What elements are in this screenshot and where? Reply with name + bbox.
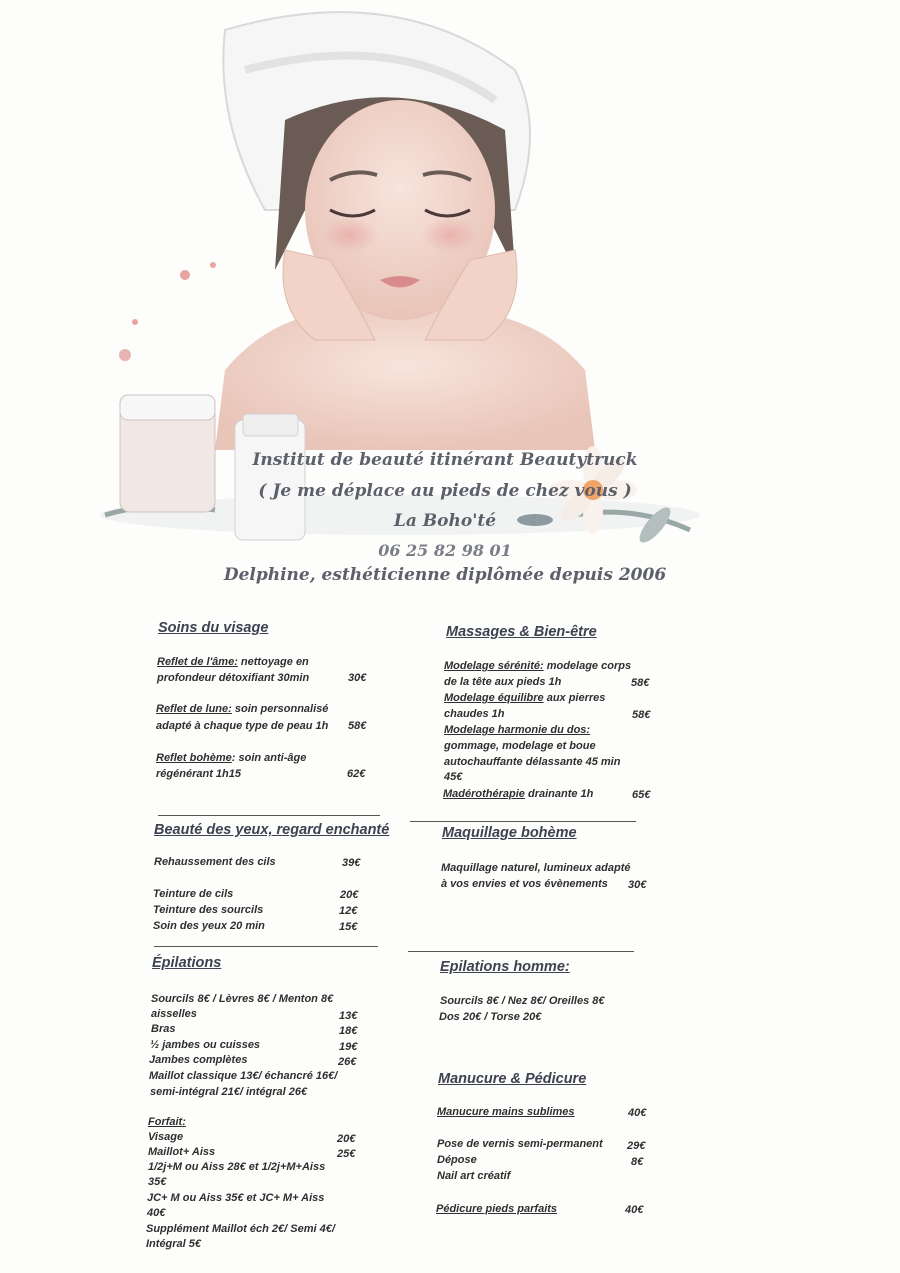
menu-item: Reflet bohème: soin anti-âge (156, 752, 307, 764)
divider (158, 815, 380, 816)
menu-item-desc: adapté à chaque type de peau 1h (156, 720, 329, 732)
menu-price: 29€ (627, 1140, 646, 1152)
menu-price: 18€ (339, 1025, 358, 1037)
menu-item: 1/2j+M ou Aiss 28€ et 1/2j+M+Aiss (148, 1161, 326, 1173)
menu-item: Soin des yeux 20 min (153, 920, 265, 932)
menu-item: Nail art créatif (437, 1170, 511, 1182)
woman-spa-illustration (95, 10, 705, 590)
divider (154, 946, 378, 947)
brand-name: La Boho'té (393, 511, 497, 531)
section-title-visage: Soins du visage (158, 620, 269, 636)
menu-item: Reflet de lune: soin personnalisé (156, 703, 329, 715)
menu-item: Maillot classique 13€/ échancré 16€/ (149, 1070, 338, 1082)
menu-item: Visage (148, 1131, 184, 1143)
section-title-massages: Massages & Bien-être (446, 624, 597, 640)
menu-item-desc: chaudes 1h (444, 708, 505, 720)
menu-price: 20€ (337, 1133, 356, 1145)
menu-item: Modelage harmonie du dos: (444, 724, 591, 736)
menu-item: Pédicure pieds parfaits (436, 1203, 558, 1215)
menu-price: 13€ (339, 1010, 358, 1022)
menu-item: Modelage équilibre aux pierres (444, 692, 606, 704)
menu-item: 40€ (147, 1207, 166, 1219)
menu-item: 35€ (148, 1176, 167, 1188)
menu-price: 58€ (348, 720, 367, 732)
menu-item: aisselles (151, 1008, 197, 1020)
menu-item: Intégral 5€ (146, 1238, 202, 1250)
menu-item: JC+ M ou Aiss 35€ et JC+ M+ Aiss (147, 1192, 325, 1204)
menu-price: 8€ (631, 1156, 644, 1168)
menu-item: Dépose (437, 1154, 477, 1166)
menu-price: 30€ (348, 672, 367, 684)
menu-item-desc: Maquillage naturel, lumineux adapté (441, 862, 631, 874)
menu-item-desc: de la tête aux pieds 1h (444, 676, 562, 688)
menu-item: Rehaussement des cils (154, 856, 276, 868)
mobile-service-note: ( Je me déplace au pieds de chez vous ) (258, 481, 632, 501)
menu-item-desc: gommage, modelage et boue (444, 740, 596, 752)
menu-price: 15€ (339, 921, 358, 933)
menu-item: Teinture de cils (153, 888, 234, 900)
menu-price: 62€ (347, 768, 366, 780)
menu-item-desc: profondeur détoxifiant 30min (157, 672, 310, 684)
menu-price: 40€ (628, 1107, 647, 1119)
menu-item: Reflet de l'âme: nettoyage en (157, 656, 309, 668)
menu-price: 58€ (632, 709, 651, 721)
section-title-epilations: Épilations (152, 955, 222, 971)
divider (408, 951, 634, 952)
section-title-epil-homme: Epilations homme: (440, 959, 570, 975)
section-title-manucure: Manucure & Pédicure (438, 1071, 587, 1087)
menu-item: ½ jambes ou cuisses (150, 1039, 261, 1051)
section-title-yeux: Beauté des yeux, regard enchanté (154, 822, 390, 838)
menu-item: Bras (151, 1023, 176, 1035)
menu-price: 12€ (339, 905, 358, 917)
menu-item-desc: régénérant 1h15 (156, 768, 241, 780)
menu-item: Supplément Maillot éch 2€/ Semi 4€/ (146, 1223, 335, 1235)
menu-item: Teinture des sourcils (153, 904, 264, 916)
menu-item: Sourcils 8€ / Lèvres 8€ / Menton 8€ (151, 993, 334, 1005)
menu-item: Sourcils 8€ / Nez 8€/ Oreilles 8€ (440, 995, 605, 1007)
menu-price: 26€ (338, 1056, 357, 1068)
menu-item: Jambes complètes (149, 1054, 248, 1066)
menu-price: 25€ (337, 1148, 356, 1160)
menu-item: Maillot+ Aiss (148, 1146, 216, 1158)
menu-item-desc: à vos envies et vos évènements (441, 878, 608, 890)
menu-price: 30€ (628, 879, 647, 891)
menu-price: 19€ (339, 1041, 358, 1053)
section-title-maquillage: Maquillage bohème (442, 825, 577, 841)
menu-price: 65€ (632, 789, 651, 801)
menu-item: Madérothérapie drainante 1h (443, 788, 594, 800)
menu-price: 45€ (444, 771, 463, 783)
institute-name: Institut de beauté itinérant Beautytruck (252, 450, 638, 470)
beautician-credentials: Delphine, esthéticienne diplômée depuis 2006 (223, 565, 667, 585)
menu-price: 39€ (342, 857, 361, 869)
menu-price: 58€ (631, 677, 650, 689)
phone-number[interactable]: 06 25 82 98 01 (378, 541, 512, 560)
menu-item: semi-intégral 21€/ intégral 26€ (150, 1086, 308, 1098)
menu-item: Dos 20€ / Torse 20€ (439, 1011, 542, 1023)
menu-price: 20€ (340, 889, 359, 901)
menu-item-desc: autochauffante délassante 45 min (444, 756, 621, 768)
divider (410, 821, 636, 822)
menu-item: Manucure mains sublimes (437, 1106, 575, 1118)
forfait-title: Forfait: (148, 1116, 186, 1128)
menu-price: 40€ (625, 1204, 644, 1216)
menu-item: Modelage sérénité: modelage corps (444, 660, 632, 672)
menu-item: Pose de vernis semi-permanent (437, 1138, 603, 1150)
